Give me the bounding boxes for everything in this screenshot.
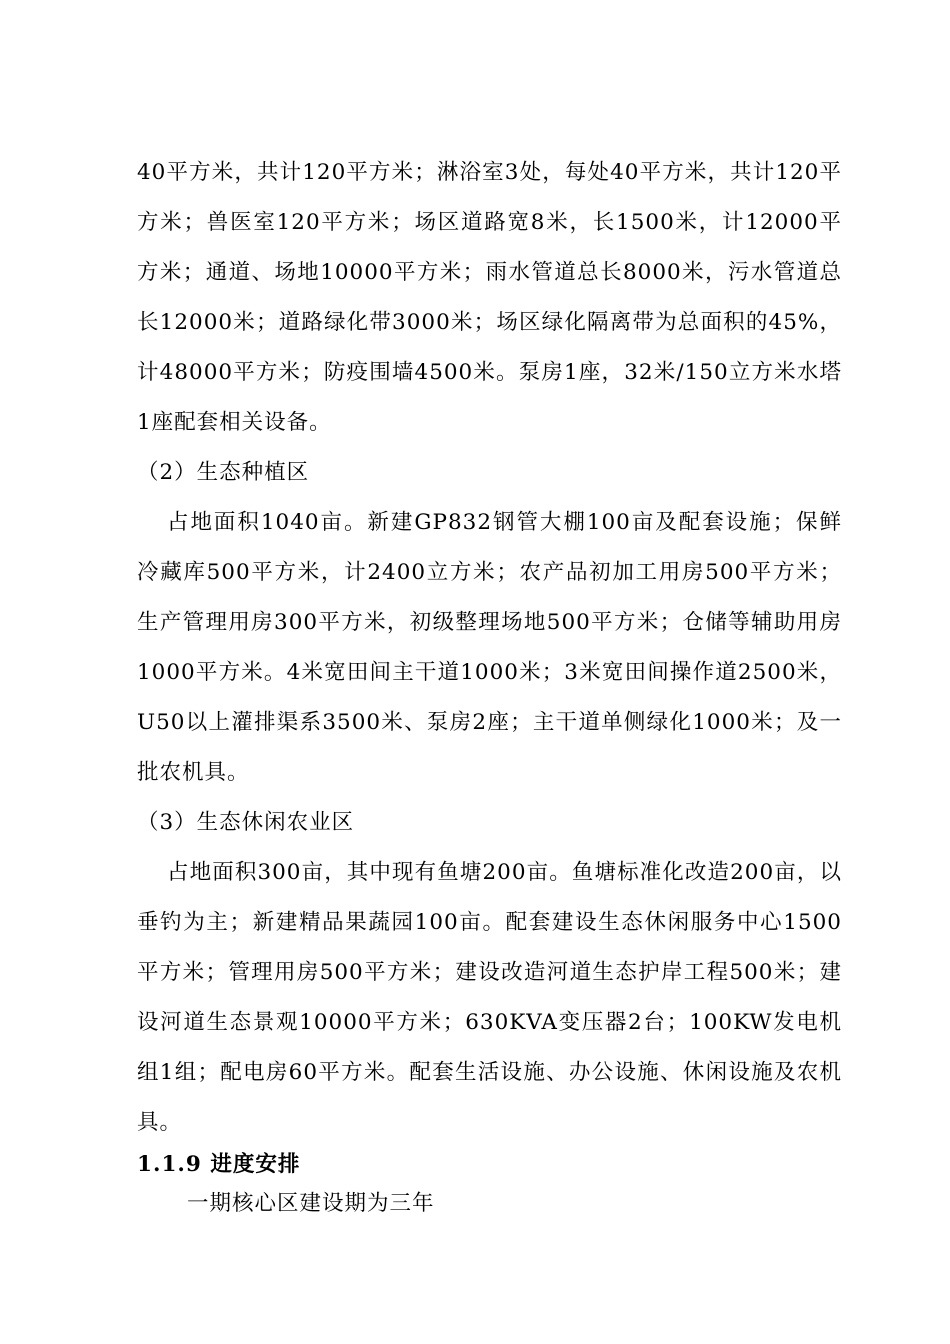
- subsection-ecological-planting-title: （2）生态种植区: [137, 460, 310, 485]
- schedule-text: 一期核心区建设期为三年: [187, 1191, 435, 1216]
- subsection-ecological-planting-body: 占地面积1040亩。新建GP832钢管大棚100亩及配套设施；保鲜冷藏库500平方米，计2400立方米；农产品初加工用房500平方米；生产管理用房300平方米，初级整理场地500平方米；仓储等辅助用房1000平方米。4米宽田间主干道1000米；3米宽田间操作道2500米，U50以上灌排渠系3500米、泵房2座；主干道单侧绿化1000米；及一批农机具。: [137, 510, 842, 785]
- section-heading-schedule: 1.1.9 进度安排: [137, 1152, 301, 1177]
- subsection-leisure-agriculture-title: （3）生态休闲农业区: [137, 810, 355, 835]
- subsection-leisure-agriculture-body: 占地面积300亩，其中现有鱼塘200亩。鱼塘标准化改造200亩，以垂钓为主；新建精品果蔬园100亩。配套建设生态休闲服务中心1500平方米；管理用房500平方米；建设改造河道生态护岸工程500米；建设河道生态景观10000平方米；630KVA变压器2台；100KW发电机组1组；配电房60平方米。配套生活设施、办公设施、休闲设施及农机具。: [137, 860, 842, 1135]
- continued-paragraph: 40平方米，共计120平方米；淋浴室3处，每处40平方米，共计120平方米；兽医室120平方米；场区道路宽8米，长1500米，计12000平方米；通道、场地10000平方米；雨水管道总长8000米，污水管道总长12000米；道路绿化带3000米；场区绿化隔离带为总面积的45%，计48000平方米；防疫围墙4500米。泵房1座，32米/150立方米水塔1座配套相关设备。: [137, 160, 842, 435]
- document-page: [137, 148, 842, 1226]
